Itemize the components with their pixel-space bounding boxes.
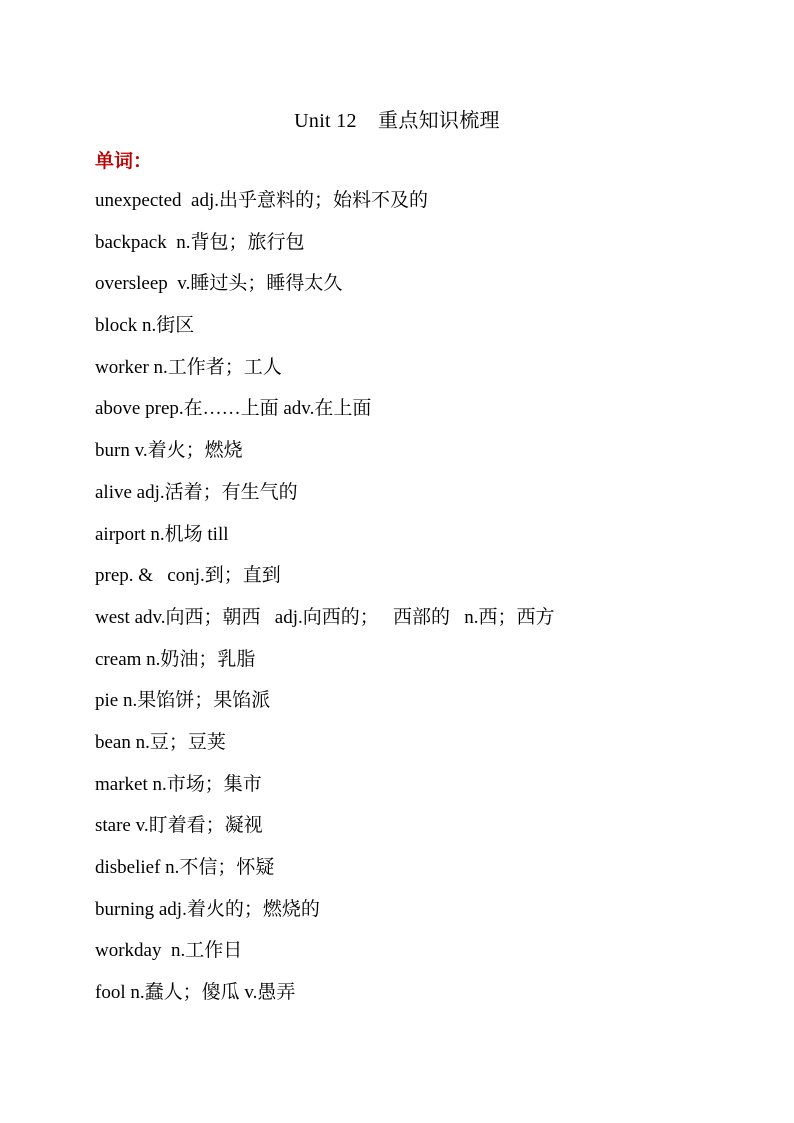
vocab-item: unexpected adj.出乎意料的；始料不及的 bbox=[95, 190, 428, 211]
vocab-item: airport n.机场 till bbox=[95, 523, 229, 545]
vocab-item: oversleep v.睡过头；睡得太久 bbox=[95, 273, 343, 295]
vocab-item: cream n.奶油；乳脂 bbox=[95, 648, 256, 670]
vocab-item: pie n.果馅饼；果馅派 bbox=[95, 690, 271, 712]
vocab-item: disbelief n.不信；怀疑 bbox=[95, 857, 275, 878]
vocab-item: block n.街区 bbox=[95, 315, 195, 337]
vocabulary-list bbox=[95, 186, 555, 1020]
vocab-item: worker n.工作者；工人 bbox=[95, 356, 282, 378]
vocab-item: fool n.蠢人；傻瓜 v.愚弄 bbox=[95, 982, 296, 1004]
section-label-vocabulary: 单词： bbox=[95, 150, 153, 172]
document-title: Unit 12 重点知识梳理 bbox=[294, 110, 500, 132]
vocab-item: burning adj.着火的；燃烧的 bbox=[95, 898, 320, 920]
vocab-item: west adv.向西；朝西 adj.向西的； 西部的 n.西；西方 bbox=[95, 606, 555, 628]
vocab-item: stare v.盯着看；凝视 bbox=[95, 815, 263, 837]
vocab-item: alive adj.活着；有生气的 bbox=[95, 481, 298, 503]
vocab-item: prep. & conj.到；直到 bbox=[95, 565, 281, 587]
vocab-item: backpack n.背包；旅行包 bbox=[95, 231, 305, 253]
vocab-item: market n.市场；集市 bbox=[95, 773, 262, 795]
vocab-item: workday n.工作日 bbox=[95, 940, 243, 962]
vocab-item: above prep.在……上面 adv.在上面 bbox=[95, 398, 372, 420]
vocab-item: bean n.豆；豆荚 bbox=[95, 731, 226, 753]
vocab-item: burn v.着火；燃烧 bbox=[95, 440, 243, 462]
